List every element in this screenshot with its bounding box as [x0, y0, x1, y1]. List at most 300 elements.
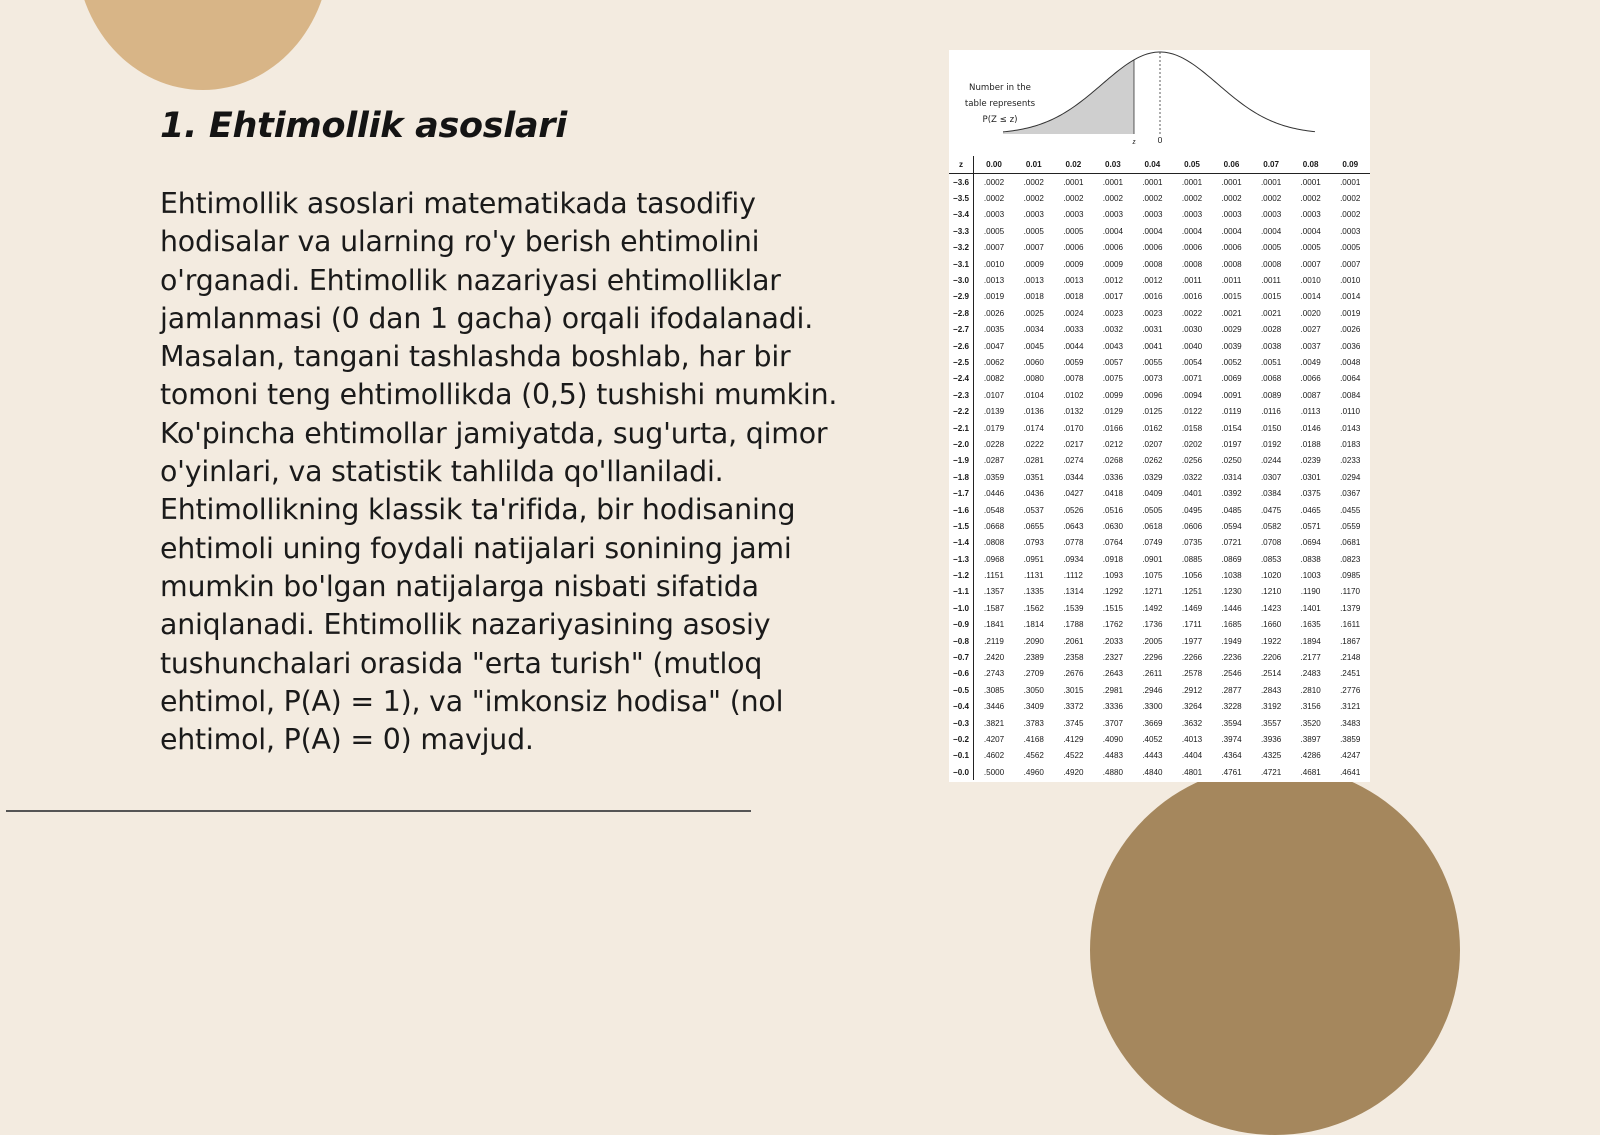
z-table-cell: .1151: [984, 571, 1004, 581]
z-table-cell: .0040: [1181, 341, 1203, 351]
z-table-cell: .5000: [983, 767, 1005, 777]
z-table-cell: .0446: [983, 489, 1005, 499]
z-table-cell: .1587: [983, 603, 1005, 613]
z-table-cell: .2946: [1142, 685, 1163, 695]
z-table-cell: .0228: [983, 439, 1005, 449]
z-table-cell: .0044: [1063, 341, 1084, 351]
z-table-cell: .0708: [1260, 538, 1282, 548]
z-table-cell: .2514: [1260, 669, 1282, 679]
z-table-cell: .0655: [1023, 521, 1044, 531]
z-table-cell: .0004: [1181, 226, 1203, 236]
z-table-cell: .0006: [1102, 243, 1124, 253]
z-table-cell: .1251: [1181, 587, 1203, 597]
z-table-cell: .0002: [1023, 194, 1044, 204]
z-table-cell: .1056: [1181, 571, 1203, 581]
z-table-cell: .0192: [1260, 439, 1282, 449]
z-table-row-label: −1.5: [949, 518, 974, 534]
z-table-cell: .0019: [1340, 308, 1361, 318]
z-table-card: [949, 50, 1370, 782]
z-table-row: [949, 600, 1370, 616]
z-table-cell: .0048: [1340, 357, 1361, 367]
z-table-cell: .0062: [983, 357, 1005, 367]
z-table-cell: .0015: [1221, 292, 1242, 302]
z-table-cell: .1020: [1260, 571, 1282, 581]
z-table-cell: .0436: [1023, 489, 1044, 499]
z-table-cell: .0006: [1181, 243, 1203, 253]
z-table-cell: .0268: [1102, 456, 1124, 466]
z-table-cell: .0823: [1340, 554, 1361, 564]
z-table-cell: .0901: [1142, 554, 1163, 564]
z-table-cell: .0301: [1300, 472, 1321, 482]
z-table-cell: .1230: [1221, 587, 1242, 597]
z-table-cell: .0010: [1340, 276, 1361, 286]
z-table-cell: .4443: [1142, 751, 1163, 761]
z-table-cell: .4681: [1300, 767, 1321, 777]
z-table-cell: .4880: [1102, 767, 1124, 777]
z-table-cell: .0002: [1063, 194, 1084, 204]
z-table-cell: .0001: [1260, 177, 1282, 187]
z-table-cell: .0004: [1260, 226, 1282, 236]
z-table-cell: .0934: [1063, 554, 1084, 564]
z-table-row-label: −3.4: [949, 207, 974, 223]
z-table-cell: .0017: [1102, 292, 1124, 302]
z-table-cell: .0011: [1221, 276, 1242, 286]
z-table-cell: .3121: [1340, 702, 1361, 712]
z-table-cell: .0427: [1063, 489, 1084, 499]
z-table-cell: .0003: [1023, 210, 1044, 220]
decorative-circle-top: [76, 0, 330, 90]
curve-note-line: table represents: [964, 99, 1036, 109]
z-table-cell: .0016: [1142, 292, 1163, 302]
z-table-cell: .0274: [1063, 456, 1084, 466]
z-table-cell: .0015: [1260, 292, 1282, 302]
z-table-row-label: −1.9: [949, 453, 974, 469]
z-table-cell: .2148: [1340, 653, 1361, 663]
z-table-cell: .0003: [1260, 210, 1282, 220]
z-table-cell: .0197: [1221, 439, 1242, 449]
z-table-cell: .0021: [1221, 308, 1242, 318]
z-table-row: [949, 305, 1370, 321]
z-table-cell: .0721: [1221, 538, 1242, 548]
z-table-cell: .0087: [1300, 390, 1321, 400]
z-table-cell: .0256: [1181, 456, 1203, 466]
z-table-cell: .4364: [1221, 751, 1242, 761]
z-table: [949, 156, 1370, 780]
z-table-cell: .0006: [1063, 243, 1084, 253]
z-table-cell: .0212: [1102, 439, 1124, 449]
z-table-cell: .0262: [1142, 456, 1163, 466]
z-table-row-label: −0.7: [949, 649, 974, 665]
z-table-cell: .1335: [1023, 587, 1044, 597]
z-table-cell: .1977: [1181, 636, 1203, 646]
z-table-cell: .0013: [1063, 276, 1084, 286]
z-table-cell: .0869: [1221, 554, 1242, 564]
z-table-cell: .4129: [1063, 734, 1084, 744]
z-table-row-label: −3.3: [949, 223, 974, 239]
z-table-cell: .0125: [1142, 407, 1163, 417]
z-table-cell: .0018: [1023, 292, 1044, 302]
z-table-row-label: −0.4: [949, 699, 974, 715]
z-table-cell: .0764: [1102, 538, 1124, 548]
z-table-cell: .4483: [1102, 751, 1124, 761]
z-table-cell: .4522: [1063, 751, 1084, 761]
z-table-cell: .0013: [983, 276, 1005, 286]
z-table-row: [949, 551, 1370, 567]
z-table-cell: .0014: [1340, 292, 1361, 302]
z-table-cell: .0033: [1063, 325, 1084, 335]
z-table-cell: .1314: [1063, 587, 1084, 597]
z-table-cell: .3859: [1340, 734, 1361, 744]
z-table-cell: .2206: [1260, 653, 1282, 663]
z-table-cell: .0594: [1221, 521, 1242, 531]
z-table-cell: .3156: [1300, 702, 1321, 712]
z-table-cell: .0057: [1102, 357, 1124, 367]
z-table-cell: .0096: [1142, 390, 1163, 400]
z-table-row: [949, 469, 1370, 485]
z-table-cell: .0526: [1063, 505, 1084, 515]
z-table-cell: .4641: [1340, 767, 1361, 777]
z-table-cell: .0028: [1260, 325, 1282, 335]
z-table-cell: .1894: [1300, 636, 1321, 646]
z-table-row-label: −1.4: [949, 535, 974, 551]
z-table-cell: .1841: [983, 620, 1005, 630]
z-table-cell: .0094: [1181, 390, 1203, 400]
z-table-cell: .0005: [983, 226, 1005, 236]
z-table-cell: .0003: [1102, 210, 1124, 220]
z-table-cell: .0075: [1102, 374, 1124, 384]
z-table-cell: .0036: [1340, 341, 1361, 351]
z-table-cell: .4090: [1102, 734, 1124, 744]
z-table-cell: .0005: [1300, 243, 1321, 253]
z-table-cell: .0418: [1102, 489, 1124, 499]
z-table-cell: .0749: [1142, 538, 1163, 548]
z-table-cell: .0080: [1023, 374, 1044, 384]
z-table-cell: .0643: [1063, 521, 1084, 531]
z-table-cell: .0158: [1181, 423, 1203, 433]
z-table-cell: .0064: [1340, 374, 1361, 384]
z-table-cell: .1401: [1300, 603, 1321, 613]
z-table-cell: .0007: [1300, 259, 1321, 269]
z-table-cell: .2877: [1221, 685, 1242, 695]
z-table-cell: .1867: [1340, 636, 1361, 646]
z-table-cell: .4247: [1340, 751, 1361, 761]
z-table-cell: .1922: [1260, 636, 1282, 646]
z-table-cell: .0019: [983, 292, 1005, 302]
z-table-cell: .2912: [1181, 685, 1203, 695]
z-table-cell: .0001: [1181, 177, 1203, 187]
z-table-cell: .0392: [1221, 489, 1242, 499]
z-table-cell: .4013: [1181, 734, 1203, 744]
z-table-cell: .0037: [1300, 341, 1321, 351]
z-table-cell: .0031: [1142, 325, 1163, 335]
z-table-cell: .4286: [1300, 751, 1321, 761]
z-table-cell: .2743: [983, 669, 1005, 679]
z-table-cell: .0951: [1023, 554, 1044, 564]
z-table-cell: .0018: [1063, 292, 1084, 302]
z-table-cell: .1492: [1142, 603, 1163, 613]
z-table-row-label: −1.1: [949, 584, 974, 600]
z-table-cell: .4960: [1023, 767, 1044, 777]
z-table-cell: .2810: [1300, 685, 1321, 695]
z-table-cell: .3264: [1181, 702, 1203, 712]
z-table-cell: .3632: [1181, 718, 1203, 728]
z-table-cell: .0618: [1142, 521, 1163, 531]
z-table-row: [949, 764, 1370, 780]
z-table-header-cell: 0.02: [1054, 156, 1094, 174]
z-table-cell: .0853: [1260, 554, 1282, 564]
z-table-cell: .0606: [1181, 521, 1203, 531]
z-table-row-label: −0.8: [949, 633, 974, 649]
z-table-cell: .2483: [1300, 669, 1321, 679]
z-table-cell: .3821: [983, 718, 1005, 728]
z-table-cell: .2676: [1063, 669, 1084, 679]
z-table-cell: .0001: [1063, 177, 1084, 187]
z-table-cell: .3669: [1142, 718, 1163, 728]
z-table-row-label: −3.6: [949, 174, 974, 191]
z-table-row: [949, 190, 1370, 206]
z-table-cell: .2578: [1181, 669, 1203, 679]
z-table-cell: .1271: [1142, 587, 1163, 597]
z-table-cell: .0537: [1023, 505, 1044, 515]
z-table-header-cell: 0.03: [1093, 156, 1133, 174]
z-table-cell: .0032: [1102, 325, 1124, 335]
z-table-row: [949, 748, 1370, 764]
z-table-row-label: −3.1: [949, 256, 974, 272]
z-table-cell: .0023: [1142, 308, 1163, 318]
z-table-cell: .0082: [983, 374, 1005, 384]
z-table-cell: .0071: [1181, 374, 1203, 384]
z-table-cell: .0004: [1221, 226, 1242, 236]
z-table-row-label: −2.6: [949, 338, 974, 354]
z-table-row: [949, 535, 1370, 551]
z-table-row: [949, 322, 1370, 338]
z-table-cell: .0183: [1340, 439, 1361, 449]
z-table-cell: .1131: [1023, 571, 1044, 581]
z-table-cell: .0047: [983, 341, 1005, 351]
z-table-cell: .0122: [1181, 407, 1203, 417]
z-table-cell: .0026: [1340, 325, 1361, 335]
z-table-cell: .0060: [1023, 357, 1044, 367]
z-table-cell: .0582: [1260, 521, 1282, 531]
curve-label-z: z: [1132, 137, 1136, 146]
z-table-cell: .1562: [1023, 603, 1044, 613]
z-table-cell: .4052: [1142, 734, 1163, 744]
z-table-cell: .2177: [1300, 653, 1321, 663]
z-table-cell: .1446: [1221, 603, 1242, 613]
z-table-cell: .0073: [1142, 374, 1163, 384]
z-table-cell: .0375: [1300, 489, 1321, 499]
z-table-cell: .0001: [1300, 177, 1321, 187]
z-table-cell: .0170: [1063, 423, 1084, 433]
z-table-cell: .1788: [1063, 620, 1084, 630]
z-table-cell: .1611: [1340, 620, 1361, 630]
z-table-cell: .0022: [1181, 308, 1203, 318]
z-table-cell: .0084: [1340, 390, 1361, 400]
z-table-row-label: −2.7: [949, 322, 974, 338]
z-table-cell: .4404: [1181, 751, 1203, 761]
z-table-cell: .0314: [1221, 472, 1242, 482]
z-table-row-label: −2.3: [949, 387, 974, 403]
z-table-cell: .4840: [1142, 767, 1163, 777]
z-table-cell: .3015: [1063, 685, 1084, 695]
z-table-header-cell: 0.04: [1133, 156, 1173, 174]
z-table-row-label: −1.0: [949, 600, 974, 616]
z-table-row-label: −2.5: [949, 354, 974, 370]
z-table-row-label: −0.3: [949, 715, 974, 731]
z-table-row-label: −0.9: [949, 617, 974, 633]
z-table-row-label: −0.6: [949, 666, 974, 682]
z-table-row: [949, 240, 1370, 256]
curve-label-zero: 0: [1157, 135, 1163, 145]
z-table-cell: .0002: [1340, 210, 1361, 220]
z-table-cell: .3557: [1260, 718, 1282, 728]
z-table-cell: .1814: [1023, 620, 1044, 630]
z-table-cell: .0027: [1300, 325, 1321, 335]
z-table-cell: .0838: [1300, 554, 1321, 564]
z-table-row: [949, 617, 1370, 633]
z-table-row-label: −2.9: [949, 289, 974, 305]
z-table-row: [949, 223, 1370, 239]
z-table-row-label: −3.2: [949, 240, 974, 256]
z-table-cell: .1170: [1340, 587, 1361, 597]
z-table-cell: .0668: [983, 521, 1005, 531]
z-table-cell: .0011: [1182, 276, 1202, 286]
z-table-cell: .0630: [1102, 521, 1124, 531]
z-table-cell: .3594: [1221, 718, 1242, 728]
z-table-cell: .0918: [1102, 554, 1124, 564]
z-table-cell: .3974: [1221, 734, 1242, 744]
z-table-header-cell: 0.06: [1212, 156, 1252, 174]
z-table-cell: .0244: [1260, 456, 1282, 466]
z-table-row: [949, 518, 1370, 534]
z-table-row-label: −0.0: [949, 764, 974, 780]
z-table-cell: .1423: [1260, 603, 1282, 613]
z-table-cell: .1093: [1102, 571, 1124, 581]
z-table-cell: .0039: [1221, 341, 1242, 351]
z-table-row-label: −1.3: [949, 551, 974, 567]
z-table-row-label: −0.5: [949, 682, 974, 698]
z-table-row: [949, 289, 1370, 305]
z-table-cell: .0250: [1221, 456, 1242, 466]
z-table-cell: .0024: [1063, 308, 1084, 318]
z-table-cell: .1711: [1182, 620, 1202, 630]
z-table-cell: .3228: [1221, 702, 1242, 712]
z-table-cell: .4562: [1023, 751, 1044, 761]
z-table-cell: .0233: [1340, 456, 1361, 466]
z-table-cell: .0002: [1023, 177, 1044, 187]
z-table-cell: .0495: [1181, 505, 1203, 515]
z-table-row: [949, 633, 1370, 649]
z-table-cell: .2327: [1102, 653, 1124, 663]
z-table-cell: .0002: [1300, 194, 1321, 204]
z-table-cell: .2005: [1142, 636, 1163, 646]
z-table-cell: .2090: [1023, 636, 1044, 646]
z-table-cell: .0188: [1300, 439, 1321, 449]
z-table-cell: .0287: [983, 456, 1005, 466]
z-table-cell: .0217: [1063, 439, 1084, 449]
slide-paragraph: Ehtimollik asoslari matematikada tasodifiy hodisalar va ularning ro'y berish ehtimolini o'rganadi. Ehtimollik nazariyasi ehtimolliklar jamlanmasi (0 dan 1 gacha) orqali ifodalanadi. Masalan, tangani tashlashda boshlab, har bir tomoni teng ehtimollikda (0,5) tushishi mumkin. Ko'pincha ehtimollar jamiyatda, sug'urta, qimor o'yinlari, va statistik tahlilda qo'llaniladi. Ehtimollikning klassik ta'rifida, bir hodisaning ehtimoli uning foydali natijalari sonining jami mumkin bo'lgan natijalarga nisbati sifatida aniqlanadi. Ehtimollik nazariyasining asosiy tushunchalari orasida "erta turish" (mutloq ehtimol, P(A) = 1), va "imkonsiz hodisa" (nol ehtimol, P(A) = 0) mavjud.: [160, 187, 838, 757]
z-table-cell: .0035: [983, 325, 1005, 335]
z-table-cell: .0011: [1261, 276, 1281, 286]
z-table-cell: .0294: [1340, 472, 1361, 482]
z-table-cell: .4325: [1260, 751, 1282, 761]
z-table-cell: .0010: [1300, 276, 1321, 286]
z-table-row: [949, 174, 1370, 191]
z-table-row-label: −1.6: [949, 502, 974, 518]
z-table-row: [949, 272, 1370, 288]
z-table-cell: .0003: [1300, 210, 1321, 220]
z-table-cell: .0154: [1221, 423, 1242, 433]
z-table-cell: .0455: [1340, 505, 1361, 515]
z-table-cell: .0026: [983, 308, 1005, 318]
z-table-cell: .4721: [1260, 767, 1282, 777]
z-table-cell: .0089: [1260, 390, 1282, 400]
z-table-cell: .0344: [1063, 472, 1084, 482]
z-table-cell: .0005: [1063, 226, 1084, 236]
z-table-cell: .2420: [983, 653, 1005, 663]
z-table-cell: .0367: [1340, 489, 1361, 499]
z-table-cell: .2776: [1340, 685, 1361, 695]
z-table-cell: .0014: [1300, 292, 1321, 302]
z-table-row: [949, 338, 1370, 354]
z-table-cell: .0001: [1142, 177, 1163, 187]
z-table-cell: .3085: [983, 685, 1005, 695]
z-table-cell: .0351: [1023, 472, 1044, 482]
z-table-cell: .0021: [1260, 308, 1282, 318]
z-table-cell: .0041: [1142, 341, 1163, 351]
z-table-row: [949, 731, 1370, 747]
z-table-cell: .0005: [1260, 243, 1282, 253]
z-table-header-cell: 0.05: [1172, 156, 1212, 174]
z-table-cell: .0009: [1023, 259, 1044, 269]
z-table-row-label: −0.2: [949, 731, 974, 747]
z-table-cell: .1685: [1221, 620, 1242, 630]
z-table-cell: .0885: [1181, 554, 1203, 564]
z-table-cell: .0174: [1023, 423, 1044, 433]
z-table-cell: .0202: [1181, 439, 1203, 449]
z-table-row-label: −2.0: [949, 436, 974, 452]
z-table-cell: .0055: [1142, 357, 1163, 367]
z-table-cell: .0150: [1260, 423, 1282, 433]
z-table-cell: .0322: [1181, 472, 1203, 482]
z-table-cell: .0002: [1340, 194, 1361, 204]
z-table-cell: .0034: [1023, 325, 1044, 335]
z-table-cell: .0359: [983, 472, 1005, 482]
z-table-cell: .3300: [1142, 702, 1163, 712]
z-table-cell: .3520: [1300, 718, 1321, 728]
z-table-cell: .0681: [1340, 538, 1361, 548]
z-table-cell: .0045: [1023, 341, 1044, 351]
z-table-cell: .0808: [983, 538, 1005, 548]
z-table-cell: .1539: [1063, 603, 1084, 613]
z-table-cell: .0030: [1181, 325, 1203, 335]
z-table-cell: .0002: [983, 194, 1005, 204]
z-table-row: [949, 371, 1370, 387]
z-table-cell: .0049: [1300, 357, 1321, 367]
z-table-cell: .1762: [1102, 620, 1124, 630]
z-table-cell: .0104: [1023, 390, 1044, 400]
z-table-cell: .0485: [1221, 505, 1242, 515]
z-table-cell: .0006: [1142, 243, 1163, 253]
z-table-cell: .0007: [983, 243, 1005, 253]
z-table-cell: .3483: [1340, 718, 1361, 728]
z-table-row: [949, 584, 1370, 600]
z-table-cell: .1292: [1102, 587, 1124, 597]
z-table-cell: .1210: [1260, 587, 1282, 597]
z-table-row: [949, 436, 1370, 452]
z-table-cell: .0051: [1260, 357, 1282, 367]
z-table-header-cell: 0.07: [1251, 156, 1291, 174]
